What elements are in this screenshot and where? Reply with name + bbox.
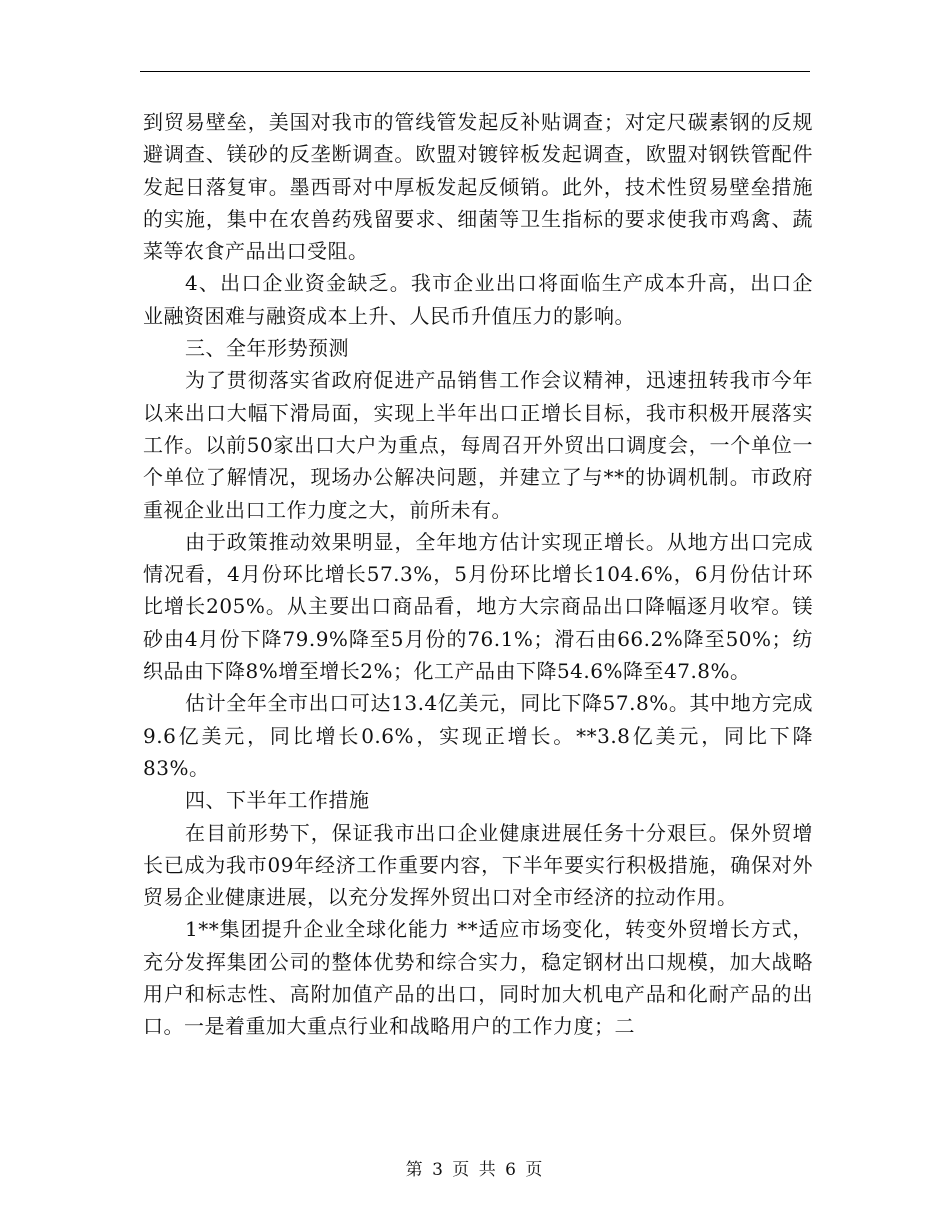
page-number-footer: 第 3 页 共 6 页: [405, 1160, 545, 1180]
paragraph-funding-shortage: 4、出口企业资金缺乏。我市企业出口将面临生产成本升高，出口企业融资困难与融资成本上升、人民币升值压力的影响。: [143, 271, 813, 328]
paragraph-current-situation: 在目前形势下，保证我市出口企业健康进展任务十分艰巨。保外贸增长已成为我市09年经济工作重要内容，下半年要实行积极措施，确保对外贸易企业健康进展，以充分发挥外贸出口对全市经济的拉动作用。: [143, 820, 813, 910]
header-rule: [140, 71, 810, 72]
section-heading-second-half-measures: 四、下半年工作措施: [185, 788, 370, 813]
paragraph-group-globalization: 1**集团提升企业全球化能力 **适应市场变化，转变外贸增长方式，充分发挥集团公司的整体优势和综合实力，稳定钢材出口规模，加大战略用户和标志性、高附加值产品的出口，同时加大机电产品和化耐产品的出口。一是着重加大重点行业和战略用户的工作力度；二: [143, 917, 813, 1039]
paragraph-policy-implementation: 为了贯彻落实省政府促进产品销售工作会议精神，迅速扭转我市今年以来出口大幅下滑局面，实现上半年出口正增长目标，我市积极开展落实工作。以前50家出口大户为重点，每周召开外贸出口调度会，一个单位一个单位了解情况，现场办公解决问题，并建立了与**的协调机制。市政府重视企业出口工作力度之大，前所未有。: [143, 368, 813, 522]
section-heading-annual-forecast: 三、全年形势预测: [185, 336, 349, 361]
paragraph-trade-barriers-continued: 到贸易壁垒，美国对我市的管线管发起反补贴调查；对定尺碳素钢的反规避调查、镁砂的反垄断调查。欧盟对镀锌板发起调查，欧盟对钢铁管配件发起日落复审。墨西哥对中厚板发起反倾销。此外，技术性贸易壁垒措施的实施，集中在农兽药残留要求、细菌等卫生指标的要求使我市鸡禽、蔬菜等农食产品出口受阻。: [143, 110, 813, 264]
document-body: [143, 106, 813, 1043]
paragraph-annual-estimate: 估计全年全市出口可达13.4亿美元，同比下降57.8%。其中地方完成9.6亿美元，同比增长0.6%，实现正增长。**3.8亿美元，同比下降83%。: [143, 691, 813, 780]
paragraph-local-export-growth: 由于政策推动效果明显，全年地方估计实现正增长。从地方出口完成情况看，4月份环比增长57.3%，5月份环比增长104.6%，6月份估计环比增长205%。从主要出口商品看，地方大宗商品出口降幅逐月收窄。镁砂由4月份下降79.9%降至5月份的76.1%；滑石由66.2%降至50%；纺织品由下降8%增至增长2%；化工产品由下降54.6%降至47.8%。: [143, 529, 813, 684]
